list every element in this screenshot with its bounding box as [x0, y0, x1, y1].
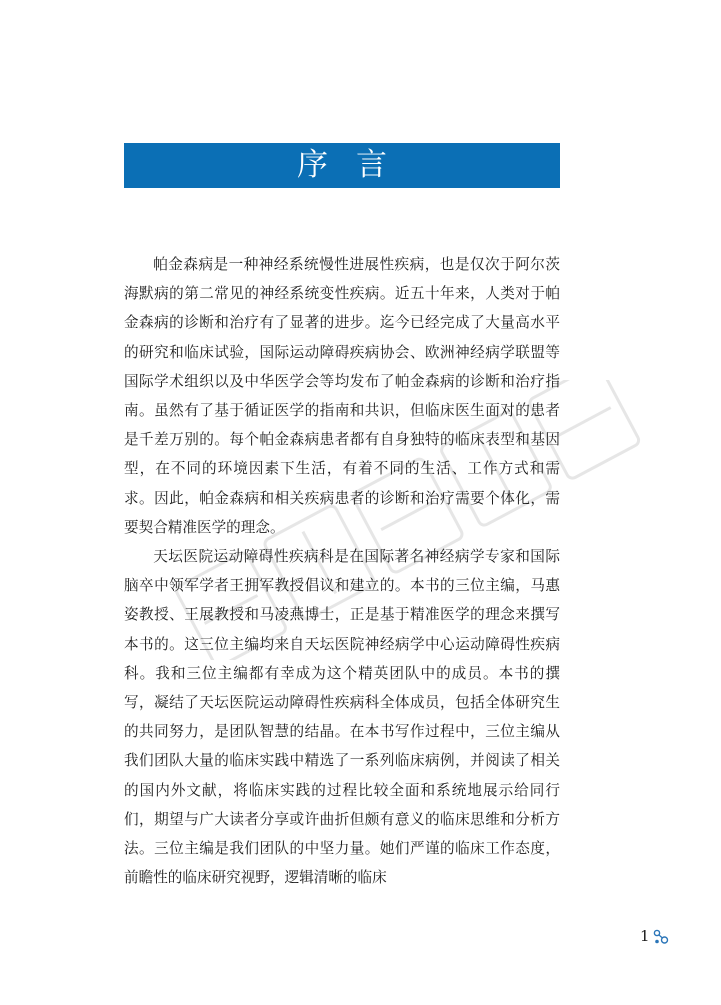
body-text — [124, 250, 560, 892]
paragraph: 天坛医院运动障碍性疾病科是在国际著名神经病学专家和国际脑卒中领军学者王拥军教授倡议和建立的。本书的三位主编，马惠姿教授、王展教授和马凌燕博士，正是基于精准医学的理念来撰写本书的。这三位主编均来自天坛医院神经病学中心运动障碍性疾病科。我和三位主编都有幸成为这个精英团队中的成员。本书的撰写，凝结了天坛医院运动障碍性疾病科全体成员，包括全体研究生的共同努力，是团队智慧的结晶。在本书写作过程中，三位主编从我们团队大量的临床实践中精选了一系列临床病例，并阅读了相关的国内外文献，将临床实践的过程比较全面和系统地展示给同行们，期望与广大读者分享或许曲折但颇有意义的临床思维和分析方法。三位主编是我们团队的中坚力量。她们严谨的临床工作态度，前瞻性的临床研究视野，逻辑清晰的临床 — [124, 548, 560, 887]
page-number: 1 — [640, 927, 650, 945]
chapter-title-banner — [124, 143, 560, 188]
paragraph: 帕金森病是一种神经系统慢性进展性疾病，也是仅次于阿尔茨海默病的第二常见的神经系统变性疾病。近五十年来，人类对于帕金森病的诊断和治疗有了显著的进步。迄今已经完成了大量高水平的研究和临床试验，国际运动障碍疾病协会、欧洲神经病学联盟等国际学术组织以及中华医学会等均发布了帕金森病的诊断和治疗指南。虽然有了基于循证医学的指南和共识，但临床医生面对的患者是千差万别的。每个帕金森病患者都有自身独特的临床表型和基因型，在不同的环境因素下生活，有着不同的生活、工作方式和需求。因此，帕金森病和相关疾病患者的诊断和治疗需要个体化，需要契合精准医学的理念。 — [124, 256, 560, 536]
chapter-title: 序言 — [297, 147, 415, 183]
molecule-icon — [653, 929, 669, 945]
